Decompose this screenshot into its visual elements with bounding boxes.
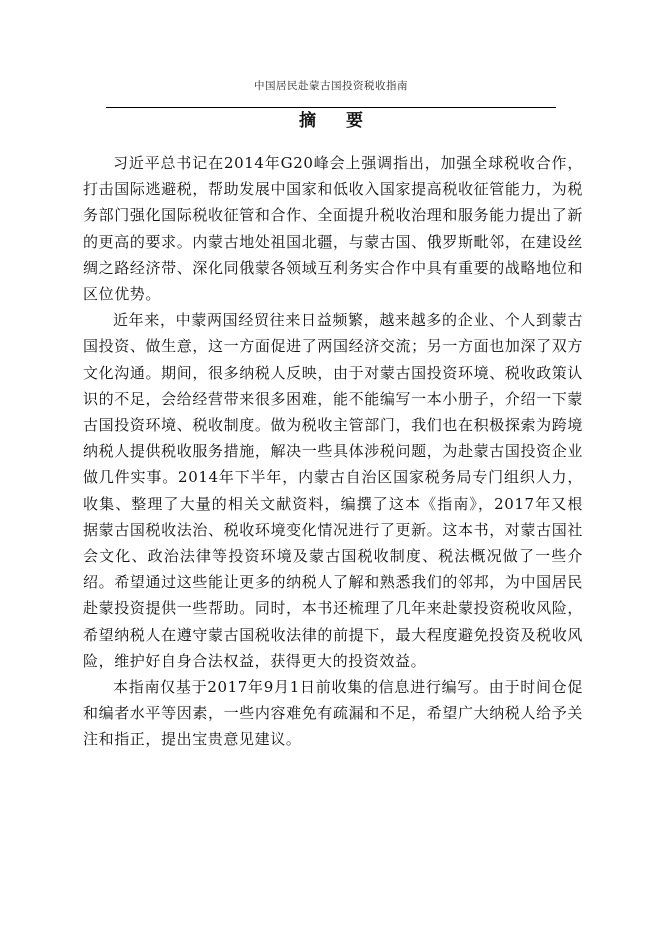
paragraph-2: 近年来，中蒙两国经贸往来日益频繁，越来越多的企业、个人到蒙古国投资、做生意，这一方面促进了两国经济交流；另一方面也加深了双方文化沟通。期间，很多纳税人反映，由于对蒙古国投资环境、税收政策认识的不足，会给经营带来很多困难，能不能编写一本小册子，介绍一下蒙古国投资环境、税收制度。做为税收主管部门，我们也在积极探索为跨境纳税人提供税收服务措施，解决一些具体涉税问题，为赴蒙古国投资企业做几件实事。2014年下半年，内蒙古自治区国家税务局专门组织人力，收集、整理了大量的相关文献资料，编撰了这本《指南》，2017年又根据蒙古国税收法治、税收环境变化情况进行了更新。这本书，对蒙古国社会文化、政治法律等投资环境及蒙古国税收制度、税法概况做了一些介绍。希望通过这些能让更多的纳税人了解和熟悉我们的邻邦，为中国居民赴蒙投资提供一些帮助。同时，本书还梳理了几年来赴蒙投资税收风险，希望纳税人在遵守蒙古国税收法律的前提下，最大程度避免投资及税收风险，维护好自身合法权益，获得更大的投资效益。 (83, 311, 583, 670)
paragraph-3: 本指南仅基于2017年9月1日前收集的信息进行编写。由于时间仓促和编者水平等因素，一些内容难免有疏漏和不足，希望广大纳税人给予关注和指正，提出宝贵意见建议。 (83, 678, 583, 749)
paragraph-1: 习近平总书记在2014年G20峰会上强调指出，加强全球税收合作，打击国际逃避税，帮助发展中国家和低收入国家提高税收征管能力，为税务部门强化国际税收征管和合作、全面提升税收治理和服务能力提出了新的更高的要求。内蒙古地处祖国北疆，与蒙古国、俄罗斯毗邻，在建设丝绸之路经济带、深化同俄蒙各领域互利务实合作中具有重要的战略地位和区位优势。 (83, 154, 583, 304)
running-header: 中国居民赴蒙古国投资税收指南 (254, 80, 408, 92)
body-text (83, 150, 583, 753)
header-divider (106, 107, 556, 108)
section-title: 摘 要 (299, 111, 375, 131)
